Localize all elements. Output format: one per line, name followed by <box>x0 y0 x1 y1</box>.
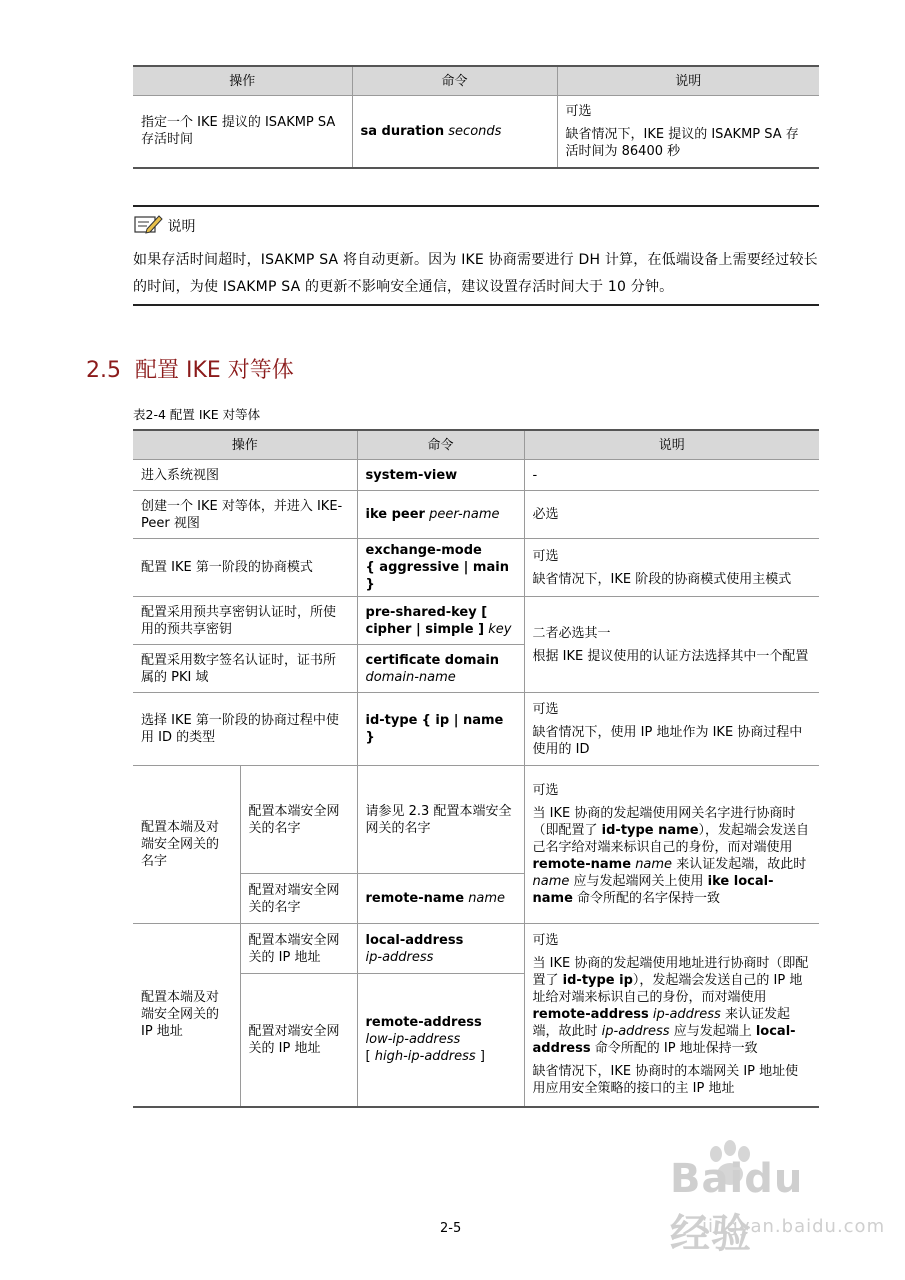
watermark-brand: Baidu经验 <box>670 1156 804 1257</box>
command-cell <box>352 96 557 168</box>
command-cell: system-view <box>357 460 524 491</box>
table-row <box>133 460 819 491</box>
command-cell <box>357 874 524 924</box>
desc-line: 可选 <box>532 548 559 564</box>
table-header-row <box>133 430 819 460</box>
section-heading <box>86 353 294 384</box>
desc-text: 来认证发起端，故此时 <box>672 857 807 872</box>
desc-keyword: remote-address <box>532 1007 649 1023</box>
desc-line: 缺省情况下，IKE 提议的 ISAKMP SA 存活时间为 86400 秒 <box>565 126 799 159</box>
sub-operation-cell: 配置对端安全网关的名字 <box>240 874 357 924</box>
command-keyword: exchange-mode <box>365 543 482 558</box>
command-keyword: pre-shared-key [ cipher | simple ] <box>365 604 488 637</box>
section-title: 配置 IKE 对等体 <box>135 358 294 383</box>
command-arg: peer-name <box>429 507 500 522</box>
desc-arg: ip-address <box>601 1024 670 1040</box>
operation-cell: 配置 IKE 第一阶段的协商模式 <box>133 539 357 597</box>
command-keyword: ike peer <box>365 507 425 522</box>
desc-line: 缺省情况下，使用 IP 地址作为 IKE 协商过程中使用的 ID <box>532 724 803 757</box>
command-options: { ip | name } <box>365 713 504 745</box>
command-arg: high-ip-address <box>374 1049 476 1065</box>
description-cell: - <box>524 460 819 491</box>
desc-keyword: ike local-name <box>532 874 774 906</box>
sub-operation-cell: 配置对端安全网关的 IP 地址 <box>240 974 357 1107</box>
command-optional-arg <box>366 1048 516 1065</box>
bracket-close: ] <box>475 1049 485 1065</box>
sub-operation-cell: 配置本端安全网关的 IP 地址 <box>240 924 357 974</box>
desc-line: 缺省情况下，IKE 协商时的本端网关 IP 地址使用应用安全策略的接口的主 IP 地址 <box>532 1064 799 1097</box>
operation-cell: 进入系统视图 <box>133 460 357 491</box>
command-cell <box>357 924 524 974</box>
command-arg: name <box>468 891 506 906</box>
desc-text: 当 IKE 协商的发起端使用网关名字进行协商时（即配置了 <box>532 806 796 838</box>
command-keyword: remote-address <box>365 1015 482 1031</box>
header-description: 说明 <box>557 66 819 96</box>
desc-text: 命令所配的 IP 地址保持一致 <box>590 1041 758 1057</box>
header-description: 说明 <box>524 430 819 460</box>
table-ike-peer <box>133 429 819 1108</box>
bracket-open: [ <box>365 1049 375 1065</box>
desc-keyword: remote-name <box>532 857 632 872</box>
operation-cell: 配置采用数字签名认证时，证书所属的 PKI 域 <box>133 645 357 693</box>
desc-text: 来认证发起端，故此时 <box>532 1007 790 1040</box>
watermark-url: jingyan.baidu.com <box>702 1216 886 1237</box>
desc-text: 命令所配的名字保持一致 <box>572 891 721 906</box>
desc-line: 可选 <box>532 701 559 717</box>
table-isakmp-sa <box>133 65 819 169</box>
command-cell <box>357 539 524 597</box>
command-arg: low-ip-address <box>365 1032 461 1048</box>
desc-text: 应与发起端上 <box>669 1024 756 1040</box>
command-keyword: local-address <box>365 932 464 948</box>
desc-keyword: local-address <box>532 1024 796 1057</box>
table-row <box>133 693 819 766</box>
desc-line: 可选 <box>565 103 592 119</box>
group-operation-cell: 配置本端及对端安全网关的名字 <box>133 766 240 924</box>
desc-paragraph <box>533 955 812 1057</box>
description-cell <box>524 693 819 766</box>
table-caption: 表2-4 配置 IKE 对等体 <box>133 407 261 422</box>
sub-operation-cell: 配置本端安全网关的名字 <box>240 766 357 874</box>
command-keyword: remote-name <box>365 891 465 906</box>
command-cell <box>357 645 524 693</box>
desc-text: ），发起端会发送自己名字给对端来标识自己的身份，而对端使用 <box>532 823 810 855</box>
description-cell <box>524 539 819 597</box>
desc-keyword: id-type name <box>601 823 699 838</box>
desc-line: 二者必选其一 <box>532 625 611 641</box>
command-arg: domain-name <box>365 669 456 685</box>
header-operation: 操作 <box>133 430 357 460</box>
desc-arg: name <box>635 857 673 872</box>
operation-cell: 选择 IKE 第一阶段的协商过程中使用 ID 的类型 <box>133 693 357 766</box>
command-keyword: id-type <box>365 713 418 728</box>
note-box <box>133 205 819 306</box>
table-row <box>133 924 819 974</box>
command-keyword: sa duration <box>360 123 445 139</box>
table-row <box>133 766 819 874</box>
note-body: 如果存活时间超时，ISAKMP SA 将自动更新。因为 IKE 协商需要进行 DH 计算，在低端设备上需要经过较长的时间，为使 ISAKMP SA 的更新不影响安全通信，建议设置存活时间大于 10 分钟。 <box>133 252 818 295</box>
section-number: 2.5 <box>86 358 121 383</box>
desc-text: 当 IKE 协商的发起端使用地址进行协商时（即配置了 <box>532 956 809 989</box>
command-arg: key <box>488 621 512 637</box>
desc-line: 可选 <box>532 933 559 949</box>
note-pencil-icon <box>133 213 163 235</box>
command-keyword: certificate domain <box>365 652 500 668</box>
desc-line: 缺省情况下，IKE 阶段的协商模式使用主模式 <box>532 571 792 587</box>
header-operation: 操作 <box>133 66 352 96</box>
command-cell <box>357 597 524 645</box>
command-cell <box>357 974 524 1107</box>
header-command: 命令 <box>357 430 524 460</box>
group-operation-cell: 配置本端及对端安全网关的 IP 地址 <box>133 924 240 1107</box>
table-row <box>133 96 819 168</box>
table-row <box>133 597 819 645</box>
table-row <box>133 491 819 539</box>
operation-cell: 创建一个 IKE 对等体，并进入 IKE-Peer 视图 <box>133 491 357 539</box>
table-row <box>133 539 819 597</box>
desc-arg: ip-address <box>652 1007 721 1023</box>
table-header-row <box>133 66 819 96</box>
command-cell <box>357 693 524 766</box>
command-arg: ip-address <box>365 949 434 965</box>
watermark <box>640 1140 886 1257</box>
command-cell <box>357 491 524 539</box>
description-cell <box>524 766 819 924</box>
description-cell: 必选 <box>524 491 819 539</box>
desc-arg: name <box>532 874 570 889</box>
desc-paragraph <box>533 805 812 907</box>
command-arg: seconds <box>448 123 502 139</box>
note-heading <box>133 213 195 236</box>
command-options: { aggressive | main } <box>365 560 509 592</box>
note-title: 说明 <box>167 219 196 235</box>
desc-line: 可选 <box>532 783 559 798</box>
operation-cell: 配置采用预共享密钥认证时，所使用的预共享密钥 <box>133 597 357 645</box>
command-cell: 请参见 2.3 配置本端安全网关的名字 <box>357 766 524 874</box>
desc-keyword: id-type ip <box>562 973 633 989</box>
page-number: 2-5 <box>440 1221 462 1236</box>
description-cell <box>524 924 819 1107</box>
desc-line: 根据 IKE 提议使用的认证方法选择其中一个配置 <box>532 648 809 664</box>
header-command: 命令 <box>352 66 557 96</box>
description-cell <box>557 96 819 168</box>
desc-text: 应与发起端网关上使用 <box>569 874 708 889</box>
description-cell <box>524 597 819 693</box>
operation-cell: 指定一个 IKE 提议的 ISAKMP SA 存活时间 <box>133 96 352 168</box>
desc-text: ），发起端会发送自己的 IP 地址给对端来标识自己的身份，而对端使用 <box>532 973 803 1006</box>
